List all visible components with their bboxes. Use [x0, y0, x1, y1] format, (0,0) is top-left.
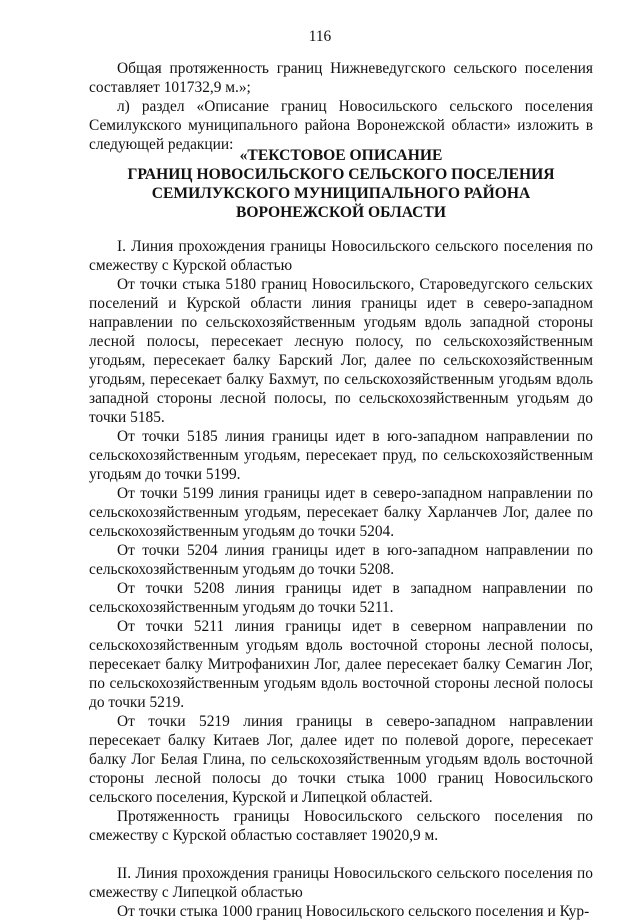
heading-line: «ТЕКСТОВОЕ ОПИСАНИЕ	[239, 147, 443, 164]
paragraph: От точки 5204 линия границы идет в юго-западном направлении по сельскохозяйственным угодьям до точки 5208.	[89, 542, 593, 578]
paragraph: От точки стыка 1000 границ Новосильского сельского поселения и Кур-	[117, 903, 590, 920]
paragraph: От точки 5211 линия границы идет в северном направлении по сельскохозяйственным угодьям вдоль восточной стороны лесной полосы, пересекает балку Митрофанихин Лог, далее пересекает балку Семагин Лог, по сельскохозяйственным угодьям вдоль восточной стороны лесной полосы до точки 5219.	[89, 618, 593, 711]
section-title: II. Линия прохождения границы Новосильского сельского поселения по смежеству с Липецкой областью	[89, 865, 593, 901]
spacer	[89, 845, 593, 864]
section-title: I. Линия прохождения границы Новосильского сельского поселения по смежеству с Курской областью	[89, 238, 593, 274]
heading-line: СЕМИЛУКСКОГО МУНИЦИПАЛЬНОГО РАЙОНА	[151, 185, 531, 202]
paragraph: Общая протяженность границ Нижневедугского сельского поселения составляет 101732,9 м.»;	[89, 60, 593, 96]
heading-line: ВОРОНЕЖСКОЙ ОБЛАСТИ	[236, 204, 446, 221]
paragraph: От точки 5208 линия границы идет в западном направлении по сельскохозяйственным угодьям до точки 5211.	[89, 580, 593, 616]
paragraph: От точки 5185 линия границы идет в юго-западном направлении по сельскохозяйственным угодьям, пересекает пруд, по сельскохозяйственным угодьям до точки 5199.	[89, 428, 593, 483]
paragraph: От точки стыка 5180 границ Новосильского, Староведугского сельских поселений и Курской области линия границы идет в северо-западном направлении по сельскохозяйственным угодьям вдоль западной стороны лесной полосы, пересекает лесную полосу, по сельскохозяйственным угодьям, пересекает балку Барский Лог, далее по сельскохозяйственным угодьям, пересекает балку Бахмут, по сельскохозяйственным угодьям вдоль западной стороны лесной полосы, по сельскохозяйственным угодьям до точки 5185.	[89, 276, 593, 426]
main-text	[89, 237, 593, 921]
paragraph: Протяженность границы Новосильского сельского поселения по смежеству с Курской областью составляет 19020,9 м.	[89, 808, 593, 844]
paragraph: От точки 5219 линия границы в северо-западном направлении пересекает балку Китаев Лог, далее идет по полевой дороге, пересекает балку Лог Белая Глина, по сельскохозяйственным угодьям вдоль восточной стороны лесной полосы до точки стыка 1000 границ Новосильского сельского поселения, Курской и Липецкой областей.	[89, 713, 593, 806]
page-number: 116	[308, 28, 332, 45]
paragraph: л) раздел «Описание границ Новосильского сельского поселения Семилукского муниципального района Воронежской области» изложить в следующей редакции:	[89, 98, 593, 153]
paragraph: От точки 5199 линия границы идет в северо-западном направлении по сельскохозяйственным угодьям, пересекает балку Харланчев Лог, далее по сельскохозяйственным угодьям до точки 5204.	[89, 485, 593, 540]
document-heading	[89, 146, 593, 222]
intro-block	[89, 59, 593, 154]
heading-line: ГРАНИЦ НОВОСИЛЬСКОГО СЕЛЬСКОГО ПОСЕЛЕНИЯ	[127, 166, 555, 183]
